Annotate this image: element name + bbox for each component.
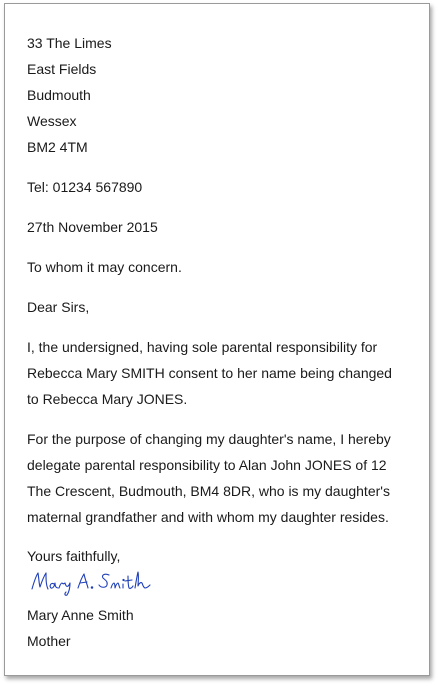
paragraph-1-line-2: Rebecca Mary SMITH consent to her name being changed	[27, 365, 392, 381]
paragraph-1-line-3: to Rebecca Mary JONES.	[27, 391, 188, 407]
address-line-4: Wessex	[27, 113, 77, 129]
paragraph-1-line-1: I, the undersigned, having sole parental responsibility for	[27, 339, 378, 355]
paragraph-2-line-2: delegate parental responsibility to Alan John JONES of 12	[27, 457, 387, 473]
salutation: Dear Sirs,	[27, 299, 90, 315]
signatory-role: Mother	[27, 633, 71, 649]
paragraph-2-line-4: maternal grandfather and with whom my daughter resides.	[27, 509, 389, 525]
handwritten-signature	[29, 567, 159, 597]
address-line-2: East Fields	[27, 61, 97, 77]
signatory-name: Mary Anne Smith	[27, 607, 134, 623]
address-line-1: 33 The Limes	[27, 35, 112, 51]
letter-page	[4, 3, 430, 676]
paragraph-2-line-1: For the purpose of changing my daughter's name, I hereby	[27, 431, 391, 447]
telephone-number: Tel: 01234 567890	[27, 179, 143, 195]
address-line-3: Budmouth	[27, 87, 91, 103]
address-postcode: BM2 4TM	[27, 139, 88, 155]
paragraph-2-line-3: The Crescent, Budmouth, BM4 8DR, who is my daughter's	[27, 483, 390, 499]
closing-line: Yours faithfully,	[27, 548, 121, 564]
addressee-line: To whom it may concern.	[27, 259, 182, 275]
letter-date: 27th November 2015	[27, 219, 158, 235]
